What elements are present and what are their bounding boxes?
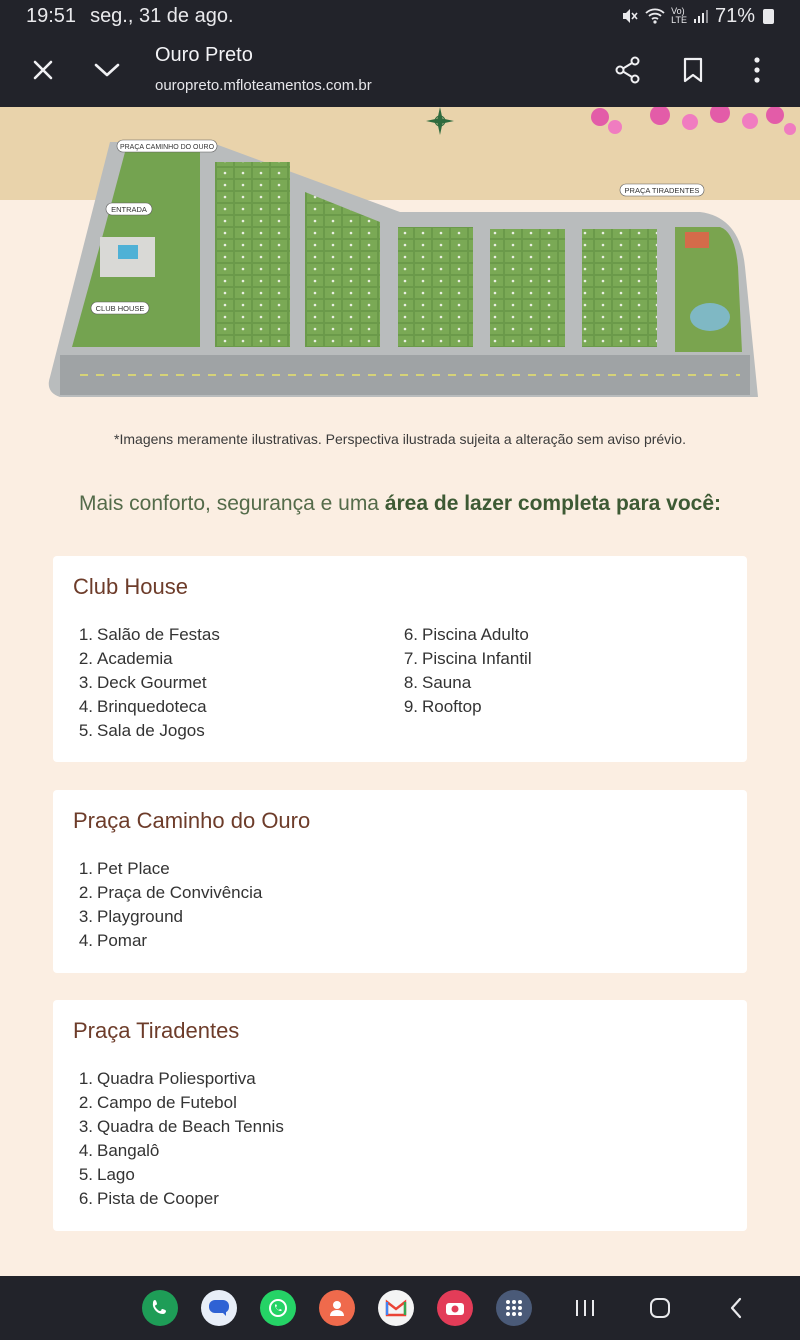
- messages-icon: [208, 1298, 230, 1318]
- close-button[interactable]: [15, 32, 71, 107]
- praca-tiradentes-list: [73, 1067, 284, 1211]
- svg-text:ENTRADA: ENTRADA: [111, 205, 147, 214]
- status-bar: [0, 0, 800, 32]
- club-house-list-col1: [73, 623, 220, 743]
- chevron-down-icon: [94, 62, 120, 78]
- more-vertical-icon: [753, 57, 761, 83]
- list-item: 5. Sala de Jogos: [78, 721, 205, 740]
- status-icons: [621, 5, 774, 28]
- card-title: Praça Tiradentes: [73, 1018, 240, 1043]
- list-item: 2. Academia: [78, 649, 173, 668]
- page-url[interactable]: ouropreto.mfloteamentos.com.br: [155, 77, 372, 94]
- page-title: Ouro Preto: [155, 44, 253, 66]
- bookmark-button[interactable]: [665, 32, 721, 107]
- list-item: 1. Salão de Festas: [78, 625, 220, 644]
- contacts-app[interactable]: [319, 1290, 355, 1326]
- battery-icon: [763, 9, 774, 24]
- back-button[interactable]: [716, 1290, 756, 1326]
- phone-icon: [150, 1298, 170, 1318]
- list-item: 8. Sauna: [403, 673, 472, 692]
- minimize-button[interactable]: [79, 32, 135, 107]
- list-item: 6. Piscina Adulto: [403, 625, 529, 644]
- camera-icon: [444, 1299, 466, 1317]
- card-praca-caminho-do-ouro: [53, 790, 747, 973]
- custom-tab-toolbar: [0, 32, 800, 107]
- list-item: 3. Deck Gourmet: [78, 673, 207, 692]
- close-icon: [32, 59, 54, 81]
- phone-app[interactable]: [142, 1290, 178, 1326]
- praca-caminho-list: [73, 857, 262, 953]
- card-praca-tiradentes: [53, 1000, 747, 1231]
- label-praca-tiradentes: [620, 184, 704, 196]
- home-icon: [649, 1297, 671, 1319]
- bookmark-icon: [682, 57, 704, 83]
- gmail-app[interactable]: [378, 1290, 414, 1326]
- list-item: 3. Playground: [78, 907, 184, 926]
- system-navbar: [0, 1276, 800, 1340]
- list-item: 7. Piscina Infantil: [403, 649, 532, 668]
- whatsapp-app[interactable]: [260, 1290, 296, 1326]
- label-entrada: [106, 203, 152, 215]
- svg-text:PRAÇA CAMINHO DO OURO: PRAÇA CAMINHO DO OURO: [119, 144, 215, 151]
- list-item: 4. Pomar: [78, 931, 148, 950]
- gmail-icon: [385, 1299, 407, 1317]
- svg-text:PRAÇA TIRADENTES: PRAÇA TIRADENTES: [624, 186, 700, 195]
- list-item: 9. Rooftop: [403, 697, 482, 716]
- whatsapp-icon: [267, 1297, 289, 1319]
- list-item: 1. Quadra Poliesportiva: [78, 1069, 256, 1088]
- apps-grid-icon: [504, 1298, 524, 1318]
- list-item: 4. Brinquedoteca: [78, 697, 207, 716]
- apps-grid-button[interactable]: [496, 1290, 532, 1326]
- camera-app[interactable]: [437, 1290, 473, 1326]
- date: seg., 31 de ago.: [90, 4, 234, 27]
- volte-label: Vo) LTE: [671, 6, 687, 25]
- share-button[interactable]: [600, 32, 656, 107]
- battery-percent: 71%: [714, 4, 755, 27]
- label-club-house: [91, 302, 149, 314]
- home-button[interactable]: [640, 1290, 680, 1326]
- messages-app[interactable]: [201, 1290, 237, 1326]
- wifi-icon: [645, 7, 665, 25]
- recents-icon: [573, 1298, 597, 1318]
- card-title: Praça Caminho do Ouro: [73, 808, 311, 833]
- svg-text:CLUB HOUSE: CLUB HOUSE: [95, 304, 145, 313]
- site-map-illustration: [0, 107, 800, 412]
- clock: 19:51: [26, 4, 77, 27]
- list-item: 6. Pista de Cooper: [78, 1189, 219, 1208]
- list-item: 1. Pet Place: [78, 859, 170, 878]
- signal-icon: [693, 8, 709, 24]
- club-house-list-col2: [398, 623, 532, 719]
- leisure-headline: Mais conforto, segurança e uma área de lazer completa para você:: [79, 492, 721, 515]
- list-item: 4. Bangalô: [78, 1141, 160, 1160]
- share-icon: [614, 56, 642, 84]
- mute-icon: [621, 7, 639, 25]
- list-item: 5. Lago: [78, 1165, 135, 1184]
- more-options-button[interactable]: [729, 32, 785, 107]
- label-praca-caminho: [117, 140, 217, 152]
- back-icon: [729, 1297, 743, 1319]
- disclaimer: *Imagens meramente ilustrativas. Perspectiva ilustrada sujeita a alteração sem aviso prévio.: [114, 431, 686, 447]
- contacts-icon: [327, 1298, 347, 1318]
- list-item: 2. Campo de Futebol: [78, 1093, 237, 1112]
- list-item: 2. Praça de Convivência: [78, 883, 263, 902]
- card-club-house: [53, 556, 747, 762]
- card-title: Club House: [73, 574, 188, 599]
- recents-button[interactable]: [565, 1290, 605, 1326]
- list-item: 3. Quadra de Beach Tennis: [78, 1117, 284, 1136]
